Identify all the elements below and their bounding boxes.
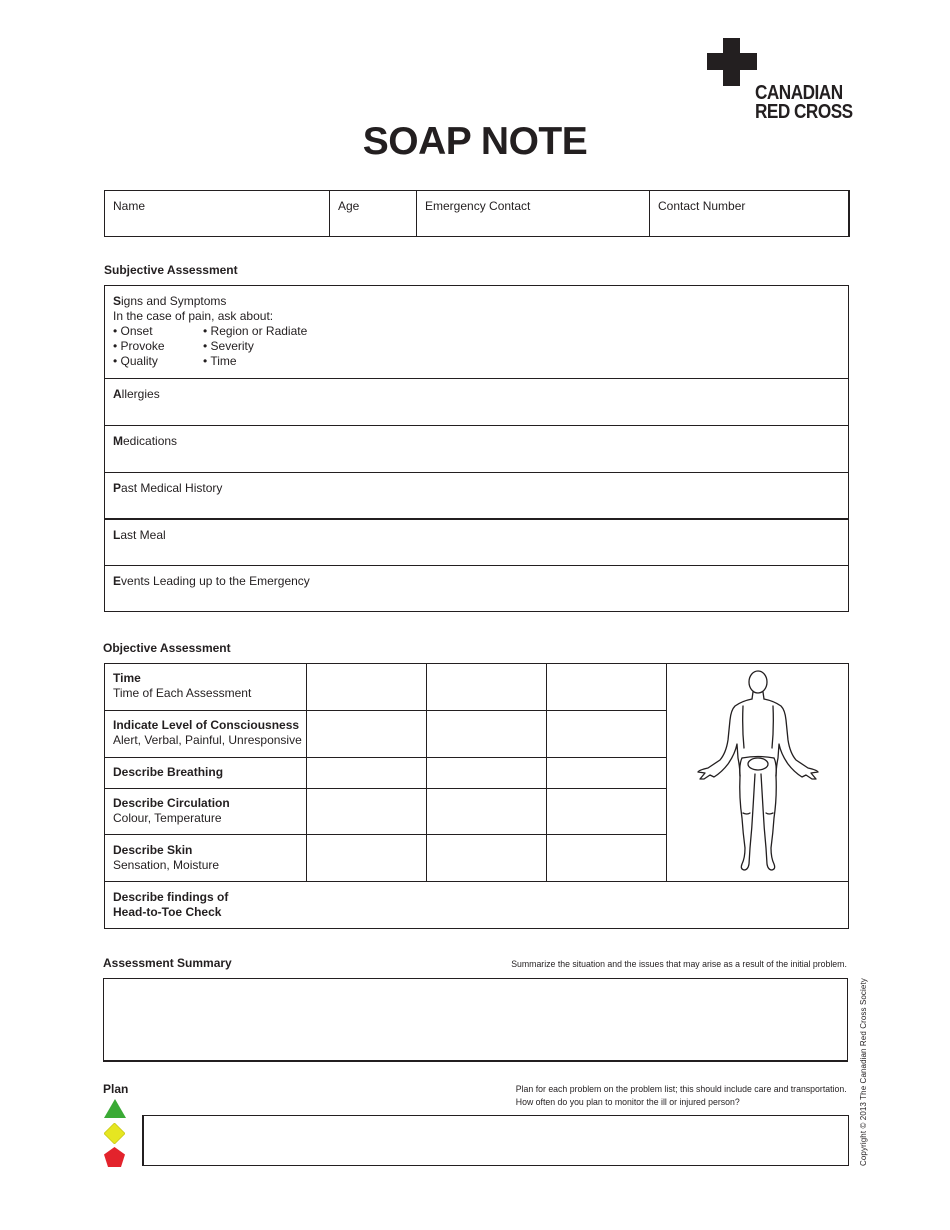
findings-line-2: Head-to-Toe Check [113, 905, 222, 919]
contact-number-label: Contact Number [658, 199, 746, 213]
age-field[interactable] [329, 191, 416, 236]
yellow-diamond-icon [104, 1123, 125, 1147]
events-label: vents Leading up to the Emergency [121, 574, 310, 588]
body-outline-icon [690, 668, 825, 876]
past-history-label: ast Medical History [121, 481, 223, 495]
medications-field[interactable] [105, 425, 848, 472]
name-label: Name [113, 199, 146, 213]
time-subtitle: Time of Each Assessment [113, 686, 252, 700]
list-item: • Region or Radiate [203, 324, 308, 338]
last-meal-field[interactable] [105, 518, 848, 565]
last-meal-initial: L [113, 528, 121, 542]
red-cross-icon [707, 38, 757, 86]
emergency-contact-field[interactable] [416, 191, 649, 236]
signs-initial: S [113, 294, 122, 308]
circulation-row-label [113, 796, 230, 826]
list-item: • Severity [203, 339, 254, 353]
events-field[interactable] [105, 565, 848, 611]
name-field[interactable] [105, 191, 329, 236]
logo-line-1: CANADIAN [755, 82, 843, 104]
past-history-initial: P [113, 481, 122, 495]
events-initial: E [113, 574, 122, 588]
objective-assessment-heading: Objective Assessment [103, 641, 231, 655]
time-title: Time [113, 671, 141, 685]
signs-label: igns and Symptoms [121, 294, 227, 308]
plan-instructions-line-1: Plan for each problem on the problem list; this should include care and transportation. [516, 1084, 847, 1095]
assessment-summary-heading: Assessment Summary [103, 956, 232, 970]
allergies-initial: A [113, 387, 122, 401]
consciousness-subtitle: Alert, Verbal, Painful, Unresponsive [113, 733, 302, 747]
time-row-label [113, 671, 251, 701]
pain-intro: In the case of pain, ask about: [113, 309, 274, 323]
plan-instructions-line-2: How often do you plan to monitor the ill or injured person? [516, 1097, 741, 1108]
medications-initial: M [113, 434, 123, 448]
summary-instructions: Summarize the situation and the issues that may arise as a result of the initial problem. [511, 959, 847, 970]
subjective-assessment-table [104, 285, 849, 612]
consciousness-row-label [113, 718, 302, 748]
list-item: • Provoke [113, 339, 165, 353]
last-meal-label: ast Meal [120, 528, 166, 542]
copyright-notice: Copyright © 2013 The Canadian Red Cross Society [859, 978, 868, 1166]
green-triangle-icon [104, 1099, 126, 1121]
plan-input[interactable] [142, 1115, 849, 1166]
page-title: SOAP NOTE [362, 120, 588, 163]
plan-instructions [516, 1083, 847, 1109]
list-item: • Quality [113, 354, 158, 368]
assessment-summary-input[interactable] [103, 978, 848, 1062]
signs-symptoms-field[interactable] [105, 286, 848, 378]
skin-subtitle: Sensation, Moisture [113, 858, 220, 872]
contact-number-field[interactable] [649, 191, 848, 236]
breathing-row-label [113, 765, 223, 780]
allergies-label: llergies [121, 387, 160, 401]
list-item: • Onset [113, 324, 153, 338]
head-to-toe-field[interactable] [113, 890, 228, 920]
allergies-field[interactable] [105, 378, 848, 425]
plan-heading: Plan [103, 1082, 129, 1096]
medications-label: edications [123, 434, 178, 448]
skin-title: Describe Skin [113, 843, 193, 857]
patient-info-row [104, 190, 850, 237]
past-medical-history-field[interactable] [105, 472, 848, 518]
breathing-title: Describe Breathing [113, 765, 224, 779]
circulation-subtitle: Colour, Temperature [113, 811, 222, 825]
age-label: Age [338, 199, 360, 213]
findings-line-1: Describe findings of [113, 890, 229, 904]
logo-line-2: RED CROSS [755, 101, 853, 123]
logo-wordmark [755, 84, 853, 122]
circulation-title: Describe Circulation [113, 796, 230, 810]
red-pentagon-icon [104, 1147, 125, 1170]
list-item: • Time [203, 354, 237, 368]
emergency-contact-label: Emergency Contact [425, 199, 531, 213]
subjective-assessment-heading: Subjective Assessment [104, 263, 238, 277]
skin-row-label [113, 843, 219, 873]
consciousness-title: Indicate Level of Consciousness [113, 718, 300, 732]
opqrst-list [113, 324, 840, 369]
